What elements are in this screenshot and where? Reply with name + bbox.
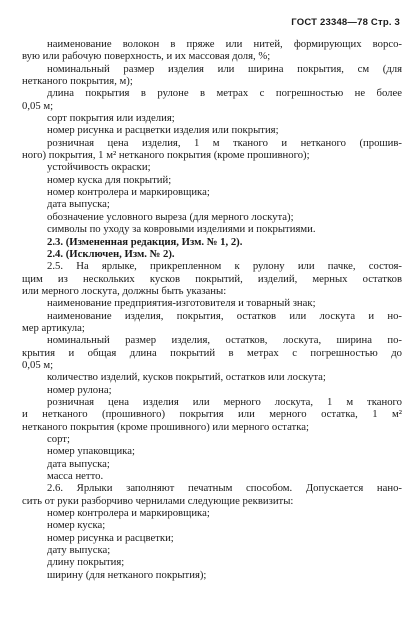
text-line: сить от руки разборчиво чернилами следующие реквизиты:	[22, 494, 294, 507]
text-line: 2.4. (Исключен, Изм. № 2).	[47, 247, 175, 260]
text-line: номер рисунка и расцветки;	[47, 531, 174, 544]
page-header: ГОСТ 23348—78 Стр. 3	[291, 17, 400, 28]
text-line: дату выпуска;	[47, 544, 111, 557]
text-line: номер рисунка и расцветки изделия или покрытия;	[47, 124, 279, 137]
text-line: 2.5. На ярлыке, прикрепленном к рулону или пачке, состоя-	[47, 260, 402, 273]
text-line: номер куска для покрытий;	[47, 173, 172, 186]
text-line: номер контролера и маркировщика;	[47, 186, 210, 199]
text-line: мер артикула;	[22, 321, 85, 334]
text-line: дата выпуска;	[47, 457, 110, 470]
text-line: розничная цена изделия или мерного лоскута, 1 м тканого	[47, 395, 402, 408]
text-line: 2.6. Ярлыки заполняют печатным способом. Допускается нано-	[47, 482, 402, 495]
text-line: номер куска;	[47, 519, 106, 532]
text-line: длина покрытия в рулоне в метрах с погрешностью не более	[47, 87, 402, 100]
text-line: щим из нескольких кусков покрытий, изделий, мерных остатков	[22, 272, 402, 285]
text-line: сорт;	[47, 433, 70, 445]
text-line: 2.3. (Измененная редакция, Изм. № 1, 2).	[47, 235, 243, 248]
text-line: номер контролера и маркировщика;	[47, 507, 210, 520]
text-line: номинальный размер изделия или ширина покрытия, см (для	[47, 62, 402, 75]
text-line: вую или рабочую поверхность, и их массовая доля, %;	[22, 50, 271, 63]
text-line: номинальный размер изделия, остатков, лоскута, ширина по-	[47, 334, 402, 347]
text-line: устойчивость окраски;	[47, 161, 151, 174]
text-line: нетканого покрытия, м);	[22, 75, 133, 88]
text-line: ного) покрытия, 1 м² нетканого покрытия (кроме прошивного);	[22, 149, 310, 162]
text-line: наименование волокон в пряже или нитей, формирующих ворсо-	[47, 38, 402, 50]
text-line: крытия и общая длина покрытий в метрах с погрешностью до	[22, 346, 402, 359]
document-body	[22, 38, 402, 581]
text-line: или мерного лоскута, должны быть указаны:	[22, 284, 227, 297]
text-line: дата выпуска;	[47, 198, 110, 211]
text-line: розничная цена изделия, 1 м тканого и нетканого (прошив-	[47, 136, 402, 149]
text-line: длину покрытия;	[47, 556, 125, 569]
text-line: 0,05 м;	[22, 99, 54, 112]
text-line: наименование изделия, покрытия, остатков или лоскута и но-	[47, 309, 402, 322]
text-line: 0,05 м;	[22, 358, 54, 371]
text-line: нетканого покрытия (кроме прошивного) или мерного остатка;	[22, 420, 309, 433]
text-line: и нетканого (прошивного) покрытия или мерного остатка, 1 м²	[22, 408, 402, 421]
text-line: масса нетто.	[47, 470, 104, 483]
text-line: символы по уходу за ковровыми изделиями и покрытиями.	[47, 223, 316, 236]
text-line: количество изделий, кусков покрытий, остатков или лоскута;	[47, 371, 326, 384]
text-line: наименование предприятия-изготовителя и товарный знак;	[47, 297, 316, 310]
text-line: обозначение условного выреза (для мерного лоскута);	[47, 210, 294, 223]
text-line: номер рулона;	[47, 383, 112, 396]
text-line: ширину (для нетканого покрытия);	[47, 568, 207, 581]
text-line: номер упаковщика;	[47, 445, 135, 458]
text-line: сорт покрытия или изделия;	[47, 112, 175, 125]
